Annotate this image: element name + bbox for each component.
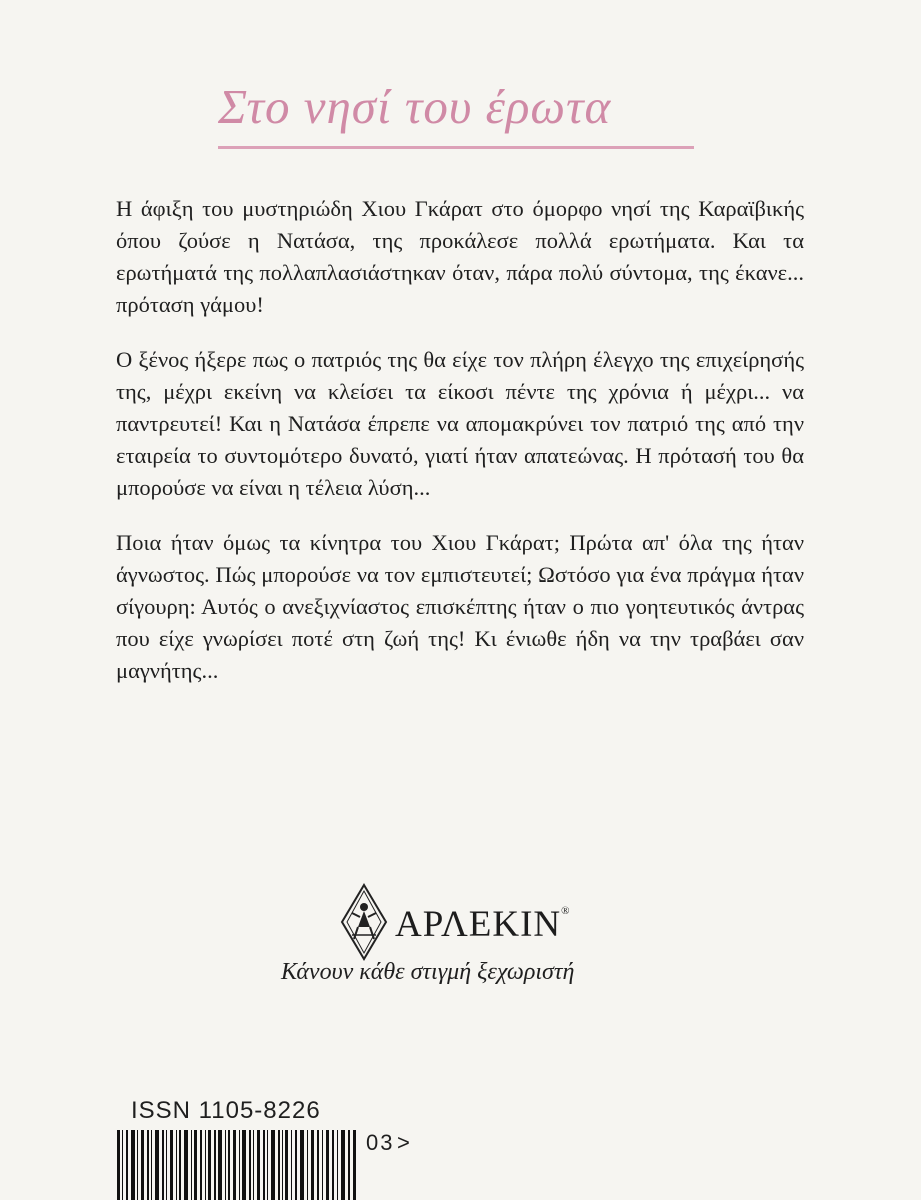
registered-mark: ®: [561, 905, 571, 917]
blurb-paragraph-1: Η άφιξη του μυστηριώδη Χιου Γκάρατ στο όμορφο νησί της Καραϊβικής όπου ζούσε η Νατάσα, της προκάλεσε πολλά ερωτήματα. Και τα ερωτήματά της πολλαπλασιάστηκαν όταν, πάρα πολύ σύντομα, της έκανε... πρόταση γάμου!: [116, 196, 804, 317]
blurb-paragraph-2: Ο ξένος ήξερε πως ο πατριός της θα είχε τον πλήρη έλεγχο της επιχείρησής της, μέχρι εκείνη να κλείσει τα είκοσι πέντε της χρόνια ή μέχρι... να παντρευτεί! Και η Νατάσα έπρεπε να απομακρύνει τον πατριό της από την εταιρεία το συντομότερο δυνατό, γιατί ήταν απατεώνας. Η πρότασή του θα μπορούσε να είναι η τέλεια λύση...: [116, 347, 804, 500]
issn-label: ISSN 1105-8226: [131, 1097, 321, 1124]
harlequin-diamond-icon: [340, 883, 388, 961]
barcode: [117, 1130, 357, 1200]
publisher-logo: [340, 883, 740, 963]
barcode-arrow-icon: >: [397, 1130, 410, 1155]
title-underline: [218, 146, 694, 149]
barcode-addon-number: 03: [366, 1130, 395, 1155]
blurb: [116, 193, 804, 710]
publisher-name: [395, 903, 571, 946]
publisher-name-text: ΑΡΛΕΚΙΝ: [395, 904, 562, 945]
book-title: Στο νησί του έρωτα: [218, 79, 612, 134]
blurb-paragraph-3: Ποια ήταν όμως τα κίνητρα του Χιου Γκάρατ; Πρώτα απ' όλα της ήταν άγνωστος. Πώς μπορούσε να τον εμπιστευτεί; Ωστόσο για ένα πράγμα ήταν σίγουρη: Αυτός ο ανεξιχνίαστος επισκέπτης ήταν ο πιο γοητευτικός άντρας που είχε γνωρίσει ποτέ στη ζωή της! Κι ένιωθε ήδη να την τραβάει σαν μαγνήτης...: [116, 530, 804, 683]
publisher-tagline: Κάνουν κάθε στιγμή ξεχωριστή: [281, 959, 575, 985]
